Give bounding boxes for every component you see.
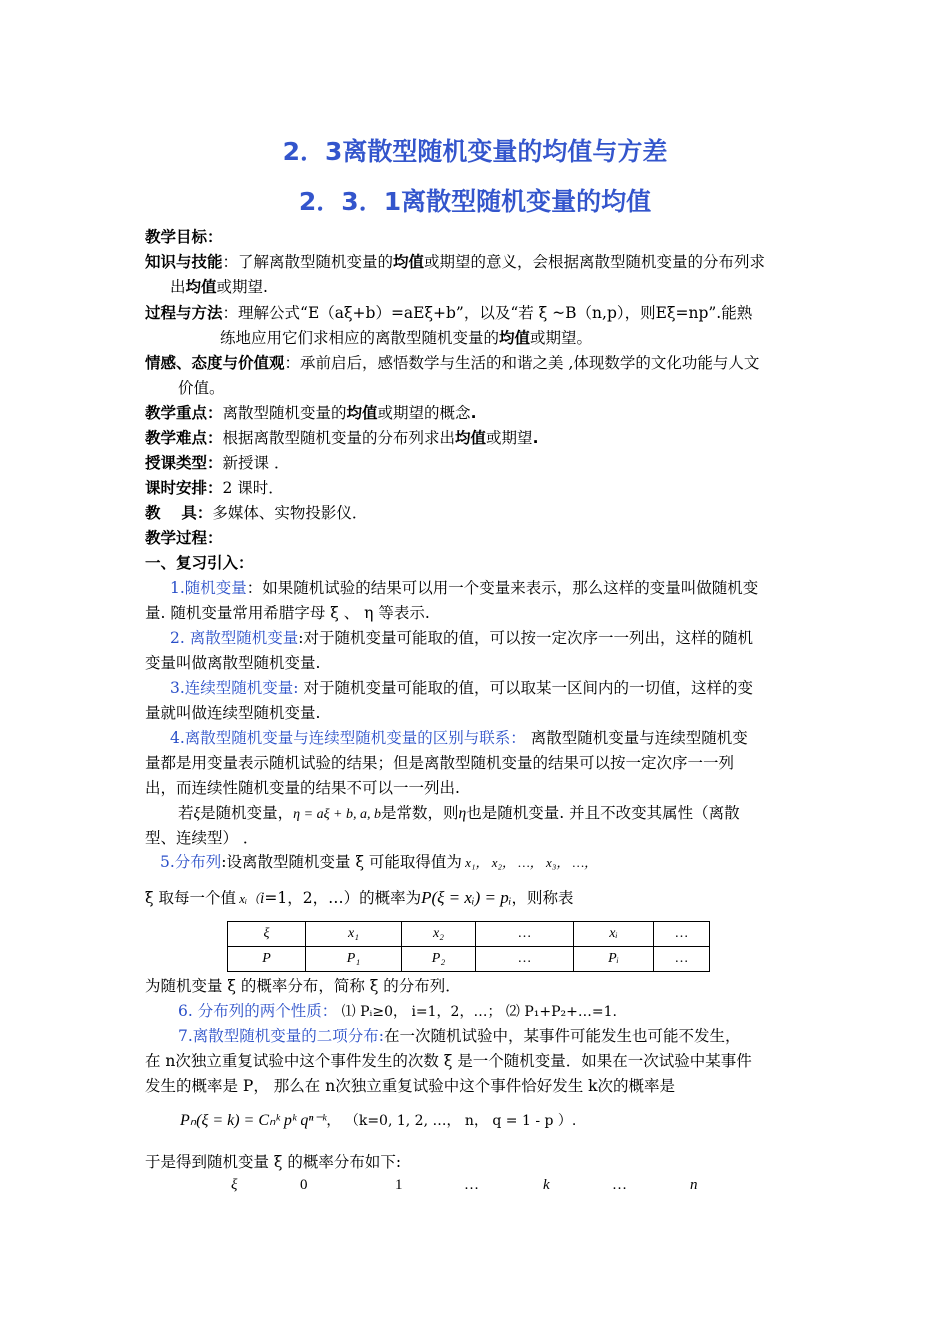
section-title: 2．3．1离散型随机变量的均值 — [298, 187, 652, 216]
binomial-row-cell: k — [543, 1177, 550, 1193]
item2-text: :对于随机变量可能取的值，可以按一定次序一一列出，这样的随机 — [298, 629, 753, 647]
table-cell: P₁ — [306, 947, 402, 972]
hours-label: 课时安排： — [145, 479, 223, 497]
lesson-type-line — [145, 453, 289, 473]
table-row — [228, 947, 710, 972]
focus-label: 教学重点： — [145, 404, 223, 422]
binomial-intro: 于是得到随机变量 ξ 的概率分布如下: — [145, 1153, 402, 1171]
tools-label: 教 具： — [145, 504, 213, 522]
note-line-1 — [178, 803, 740, 825]
xi-value: xᵢ（ — [235, 891, 261, 906]
item3-label: 3.连续型随机变量: — [170, 679, 299, 697]
tools-line — [145, 503, 367, 523]
item1-line-1 — [170, 578, 758, 598]
probability-formula: P(ξ = xᵢ) = pᵢ — [421, 888, 512, 907]
process-text: ：理解公式“E（aξ+b）=aEξ+b”，以及“若 ξ ~B（n,p），则Eξ=np”.能熟 — [222, 304, 753, 322]
knowledge-line-2 — [170, 277, 268, 297]
item4-text: 离散型随机变量与连续型随机变 — [525, 729, 748, 747]
emotion-label: 情感、态度与价值观 — [145, 354, 285, 372]
review-heading: 一、复习引入： — [145, 554, 254, 572]
table-row — [228, 922, 710, 947]
item5-line-1 — [160, 852, 597, 873]
item5-text: :设离散型随机变量 ξ 可能取得值为 — [221, 853, 462, 871]
item1-label: 1.随机变量 — [170, 579, 247, 597]
note-text-4: 也是随机变量. 并且不改变其属性（离散 — [466, 804, 740, 822]
mean-word: 均值 — [346, 404, 378, 422]
knowledge-text: ：了解离散型随机变量的 — [222, 253, 394, 271]
binomial-row-cell: … — [464, 1177, 479, 1193]
item2-line-1 — [170, 628, 753, 648]
table-cell: x₂ — [402, 922, 476, 947]
item5-line-2 — [145, 888, 573, 909]
process-label: 过程与方法 — [145, 304, 223, 322]
knowledge-text-4: 或期望. — [216, 278, 268, 296]
process-text-3: 或期望。 — [530, 329, 593, 347]
focus-text: 离散型随机变量的 — [222, 404, 347, 422]
table-cell: x₁ — [306, 922, 402, 947]
value-list: x₁， x₂， …， x₃， …， — [461, 855, 598, 870]
mean-word: 均值 — [499, 329, 531, 347]
knowledge-label: 知识与技能 — [145, 253, 223, 271]
item4-line-1 — [170, 728, 748, 748]
tools-text: 多媒体、实物投影仪． — [212, 504, 368, 522]
goals-heading: 教学目标： — [145, 228, 223, 246]
item1-text: ：如果随机试验的结果可以用一个变量来表示，那么这样的变量叫做随机变 — [246, 579, 759, 597]
binomial-row-cell: … — [612, 1177, 627, 1193]
table-cell: xᵢ — [574, 922, 654, 947]
emotion-line-1 — [145, 353, 759, 373]
mean-word: 均值 — [393, 253, 425, 271]
item2-line-2: 变量叫做离散型随机变量. — [145, 654, 321, 672]
difficulty-text-2: 或期望 — [486, 429, 533, 447]
hours-line — [145, 478, 284, 498]
table-cell: P — [228, 947, 306, 972]
item7-line-2: 在 n次独立重复试验中这个事件发生的次数 ξ 是一个随机变量．如果在一次试验中某事件 — [145, 1052, 752, 1070]
after-table-line: 为随机变量 ξ 的概率分布，简称 ξ 的分布列． — [145, 977, 461, 995]
table-cell: Pᵢ — [574, 947, 654, 972]
item7-label: 7.离散型随机变量的二项分布: — [178, 1027, 385, 1045]
distribution-table — [227, 921, 710, 972]
difficulty-text: 根据离散型随机变量的分布列求出 — [222, 429, 456, 447]
lesson-type-label: 授课类型： — [145, 454, 223, 472]
difficulty-label: 教学难点： — [145, 429, 223, 447]
note-text-3: 是常数，则 — [381, 804, 459, 822]
xi-symbol: ξ — [193, 805, 201, 822]
item6-line — [178, 1001, 617, 1022]
emotion-line-2: 价值。 — [178, 379, 225, 397]
item3-line-2: 量就叫做连续型随机变量. — [145, 704, 321, 722]
item1-line-2: 量. 随机变量常用希腊字母 ξ 、 η 等表示. — [145, 604, 430, 622]
table-cell: … — [654, 947, 710, 972]
binomial-row-cell: ξ — [231, 1177, 238, 1193]
lesson-type-text: 新授课 ． — [222, 454, 290, 472]
note-line-2: 型、连续型） ． — [145, 829, 259, 847]
item7-line-1 — [178, 1026, 741, 1046]
focus-text-2: 或期望的概念 — [377, 404, 471, 422]
eta-symbol: η — [458, 805, 467, 822]
table-cell: … — [476, 947, 574, 972]
index-i: i — [260, 890, 265, 907]
table-cell: ξ — [228, 922, 306, 947]
binomial-line — [180, 1110, 576, 1131]
note-text-2: 是随机变量， — [200, 804, 294, 822]
item6-text: ⑴ Pᵢ≥0， i=1，2，…； ⑵ P₁+P₂+…=1. — [337, 1004, 617, 1020]
item4-line-3: 出，而连续性随机变量的结果不可以一一列出. — [145, 779, 460, 797]
process-line-1 — [145, 303, 752, 323]
focus-line: 教学重点：离散型随机变量的均值或期望的概念. — [145, 404, 477, 422]
difficulty-line: 教学难点：根据离散型随机变量的分布列求出均值或期望. — [145, 429, 539, 447]
binomial-row-cell: 0 — [300, 1177, 308, 1193]
item4-line-2: 量都是用变量表示随机试验的结果；但是离散型随机变量的结果可以按一定次序一一列 — [145, 754, 735, 772]
process-heading: 教学过程： — [145, 529, 223, 547]
binomial-condition: ， （k=0, 1, 2, …， n， q = 1 - p ）. — [326, 1113, 577, 1129]
mean-word: 均值 — [455, 429, 487, 447]
item5-text-4: ，则称表 — [511, 889, 574, 907]
mean-word: 均值 — [185, 278, 217, 296]
note-text: 若 — [178, 804, 194, 822]
table-cell: P₂ — [402, 947, 476, 972]
knowledge-line-1 — [145, 252, 765, 272]
binomial-formula: Pₙ(ξ = k) = Cₙᵏ pᵏ qⁿ⁻ᵏ — [180, 1112, 327, 1129]
item5-text-2: ξ 取每一个值 — [145, 889, 236, 907]
hours-text: 2 课时． — [222, 479, 284, 497]
table-cell: … — [654, 922, 710, 947]
process-text-2: 练地应用它们求相应的离散型随机变量的 — [220, 329, 500, 347]
item2-label: 2. 离散型随机变量 — [170, 629, 299, 647]
item3-text: 对于随机变量可能取的值，可以取某一区间内的一切值，这样的变 — [298, 679, 753, 697]
item4-label: 4.离散型随机变量与连续型随机变量的区别与联系： — [170, 729, 526, 747]
item5-label: 5.分布列 — [160, 853, 222, 871]
item7-text: 在一次随机试验中，某事件可能发生也可能不发生， — [384, 1027, 741, 1045]
item7-line-3: 发生的概率是 P， 那么在 n次独立重复试验中这个事件恰好发生 k次的概率是 — [145, 1077, 676, 1095]
emotion-text: ：承前启后，感悟数学与生活的和谐之美 ,体现数学的文化功能与人文 — [284, 354, 760, 372]
item5-text-3: =1，2，…）的概率为 — [264, 889, 422, 907]
linear-transform-formula: η = aξ + b, a, b — [293, 807, 382, 822]
binomial-row-cell: n — [690, 1177, 698, 1193]
knowledge-text-2: 或期望的意义，会根据离散型随机变量的分布列求 — [424, 253, 766, 271]
process-line-2 — [220, 328, 592, 348]
item3-line-1 — [170, 678, 753, 698]
item6-label: 6. 分布列的两个性质： — [178, 1002, 338, 1020]
binomial-row-cell: 1 — [395, 1177, 403, 1193]
knowledge-text-3: 出 — [170, 278, 186, 296]
table-cell: … — [476, 922, 574, 947]
page-title: 2．3离散型随机变量的均值与方差 — [282, 137, 668, 166]
